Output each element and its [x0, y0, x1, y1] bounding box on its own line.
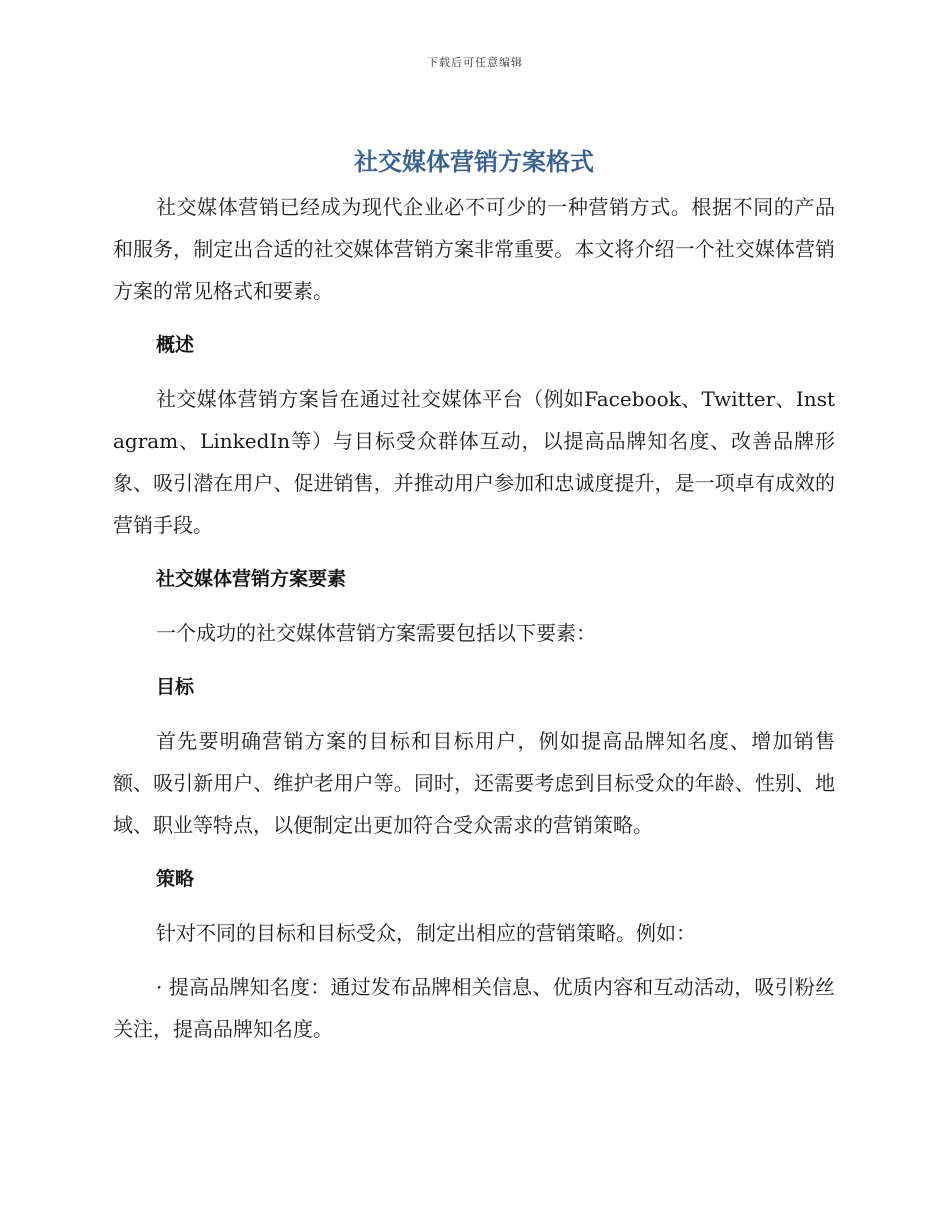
strategy-bullet-item: · 提高品牌知名度：通过发布品牌相关信息、优质内容和互动活动，吸引粉丝关注，提高品牌知名度。 — [113, 975, 835, 1041]
section-heading-elements: 社交媒体营销方案要素 — [156, 568, 347, 590]
section-heading-overview: 概述 — [156, 334, 195, 356]
intro-paragraph: 社交媒体营销已经成为现代企业必不可少的一种营销方式。根据不同的产品和服务，制定出合适的社交媒体营销方案非常重要。本文将介绍一个社交媒体营销方案的常见格式和要素。 — [113, 195, 835, 303]
overview-paragraph: 社交媒体营销方案旨在通过社交媒体平台（例如Facebook、Twitter、Instagram、LinkedIn等）与目标受众群体互动，以提高品牌知名度、改善品牌形象、吸引潜在用户、促进销售，并推动用户参加和忠诚度提升，是一项卓有成效的营销手段。 — [113, 387, 835, 537]
elements-paragraph: 一个成功的社交媒体营销方案需要包括以下要素： — [156, 621, 596, 645]
goal-paragraph: 首先要明确营销方案的目标和目标用户，例如提高品牌知名度、增加销售额、吸引新用户、维护老用户等。同时，还需要考虑到目标受众的年龄、性别、地域、职业等特点，以便制定出更加符合受众需求的营销策略。 — [113, 729, 835, 837]
section-heading-strategy: 策略 — [156, 868, 195, 890]
document-body — [113, 144, 835, 1050]
header-note: 下载后可任意编辑 — [427, 56, 523, 69]
section-heading-goal: 目标 — [156, 676, 195, 698]
document-title: 社交媒体营销方案格式 — [354, 148, 594, 176]
strategy-paragraph: 针对不同的目标和目标受众，制定出相应的营销策略。例如： — [156, 921, 696, 945]
